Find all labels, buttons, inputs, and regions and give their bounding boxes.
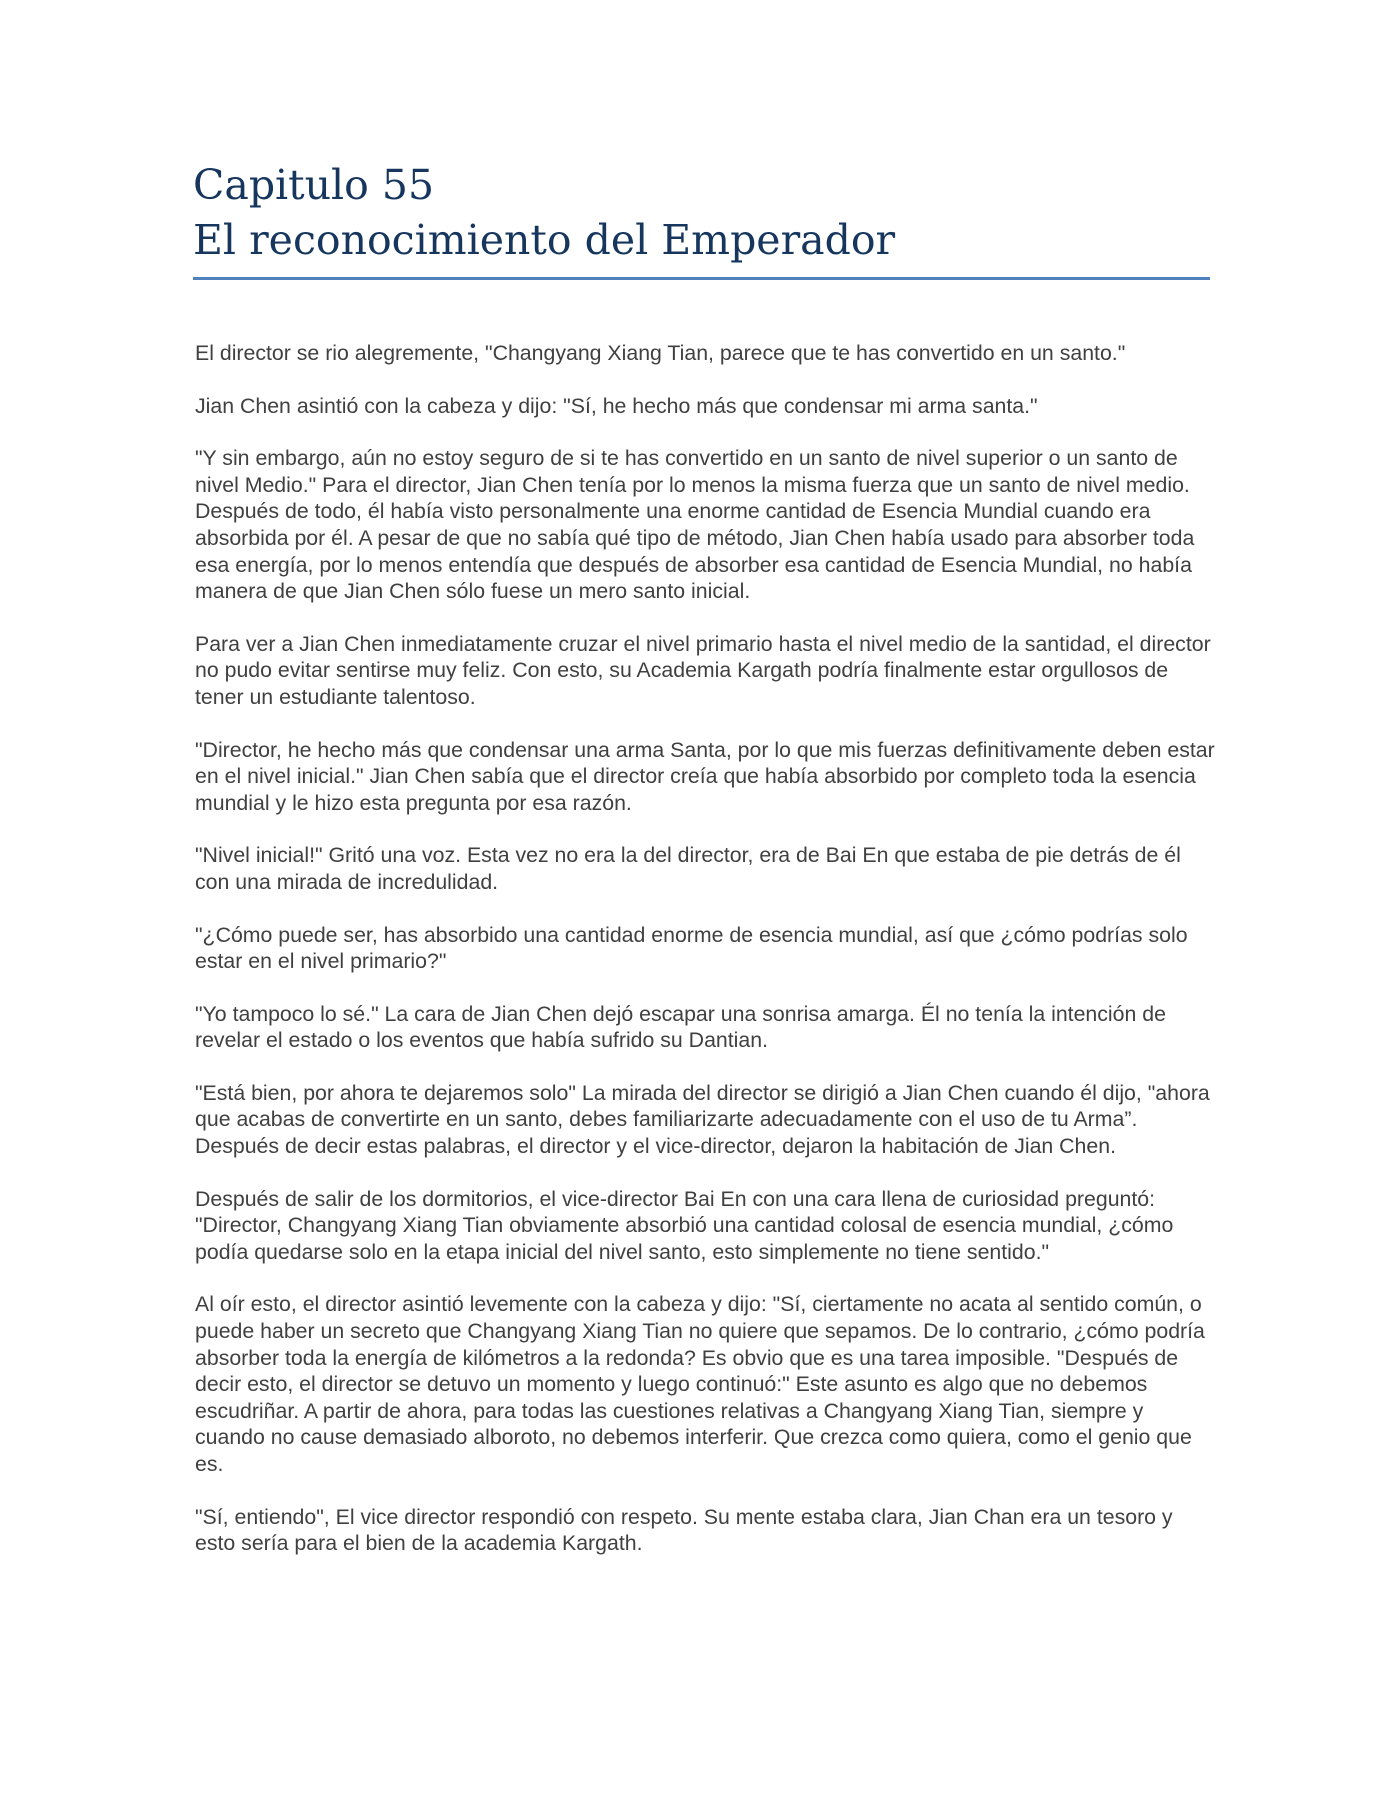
paragraph: "¿Cómo puede ser, has absorbido una cantidad enorme de esencia mundial, así que ¿cómo podrías solo estar en el nivel primario?" — [195, 922, 1188, 974]
paragraph: Jian Chen asintió con la cabeza y dijo: "Sí, he hecho más que condensar mi arma santa." — [195, 393, 1038, 418]
chapter-number: Capitulo 55 — [193, 161, 435, 209]
chapter-name: El reconocimiento del Emperador — [193, 216, 896, 264]
paragraph: "Director, he hecho más que condensar una arma Santa, por lo que mis fuerzas definitivamente deben estar en el nivel inicial." Jian Chen sabía que el director creía que había absorbido por completo toda la esencia mundial y le hizo esta pregunta por esa razón. — [195, 737, 1215, 815]
paragraph: Después de salir de los dormitorios, el vice-director Bai En con una cara llena de curiosidad preguntó: "Director, Changyang Xiang Tian obviamente absorbió una cantidad colosal de esencia mundial, ¿cómo podía quedarse solo en la etapa inicial del nivel santo, esto simplemente no tiene sentido." — [195, 1186, 1174, 1264]
title-underline — [193, 277, 1210, 280]
chapter-title — [193, 158, 1210, 268]
paragraph: Para ver a Jian Chen inmediatamente cruzar el nivel primario hasta el nivel medio de la santidad, el director no pudo evitar sentirse muy feliz. Con esto, su Academia Kargath podría finalmente estar orgullosos de tener un estudiante talentoso. — [195, 631, 1211, 709]
paragraph: "Nivel inicial!" Gritó una voz. Esta vez no era la del director, era de Bai En que estaba de pie detrás de él con una mirada de incredulidad. — [195, 843, 1181, 894]
paragraph: El director se rio alegremente, "Changyang Xiang Tian, parece que te has convertido en un santo." — [195, 341, 1126, 365]
paragraph: "Está bien, por ahora te dejaremos solo" La mirada del director se dirigió a Jian Chen cuando él dijo, "ahora que acabas de convertirte en un santo, debes familiarizarte adecuadamente con el uso de tu Arma”. Después de decir estas palabras, el director y el vice-director, dejaron la habitación de Jian Chen. — [195, 1080, 1210, 1159]
paragraph: "Y sin embargo, aún no estoy seguro de si te has convertido en un santo de nivel superior o un santo de nivel Medio." Para el director, Jian Chen tenía por lo menos la misma fuerza que un santo de nivel medio. Después de todo, él había visto personalmente una enorme cantidad de Esencia Mundial cuando era absorbida por él. A pesar de que no sabía qué tipo de método, Jian Chen había usado para absorber toda esa energía, por lo menos entendía que después de absorber esa cantidad de Esencia Mundial, no había manera de que Jian Chen sólo fuese un mero santo inicial. — [195, 446, 1195, 604]
chapter-body — [195, 340, 1215, 1583]
paragraph: Al oír esto, el director asintió levemente con la cabeza y dijo: "Sí, ciertamente no acata al sentido común, o puede haber un secreto que Changyang Xiang Tian no quiere que sepamos. De lo contrario, ¿cómo podría absorber toda la energía de kilómetros a la redonda? Es obvio que es una tarea imposible. "Después de decir esto, el director se detuvo un momento y luego continuó:" Este asunto es algo que no debemos escudriñar. A partir de ahora, para todas las cuestiones relativas a Changyang Xiang Tian, siempre y cuando no cause demasiado alboroto, no debemos interferir. Que crezca como quiera, como el genio que es. — [195, 1292, 1205, 1476]
paragraph: "Yo tampoco lo sé." La cara de Jian Chen dejó escapar una sonrisa amarga. Él no tenía la intención de revelar el estado o los eventos que había sufrido su Dantian. — [195, 1001, 1166, 1053]
paragraph: "Sí, entiendo", El vice director respondió con respeto. Su mente estaba clara, Jian Chan era un tesoro y esto sería para el bien de la academia Kargath. — [195, 1504, 1173, 1556]
